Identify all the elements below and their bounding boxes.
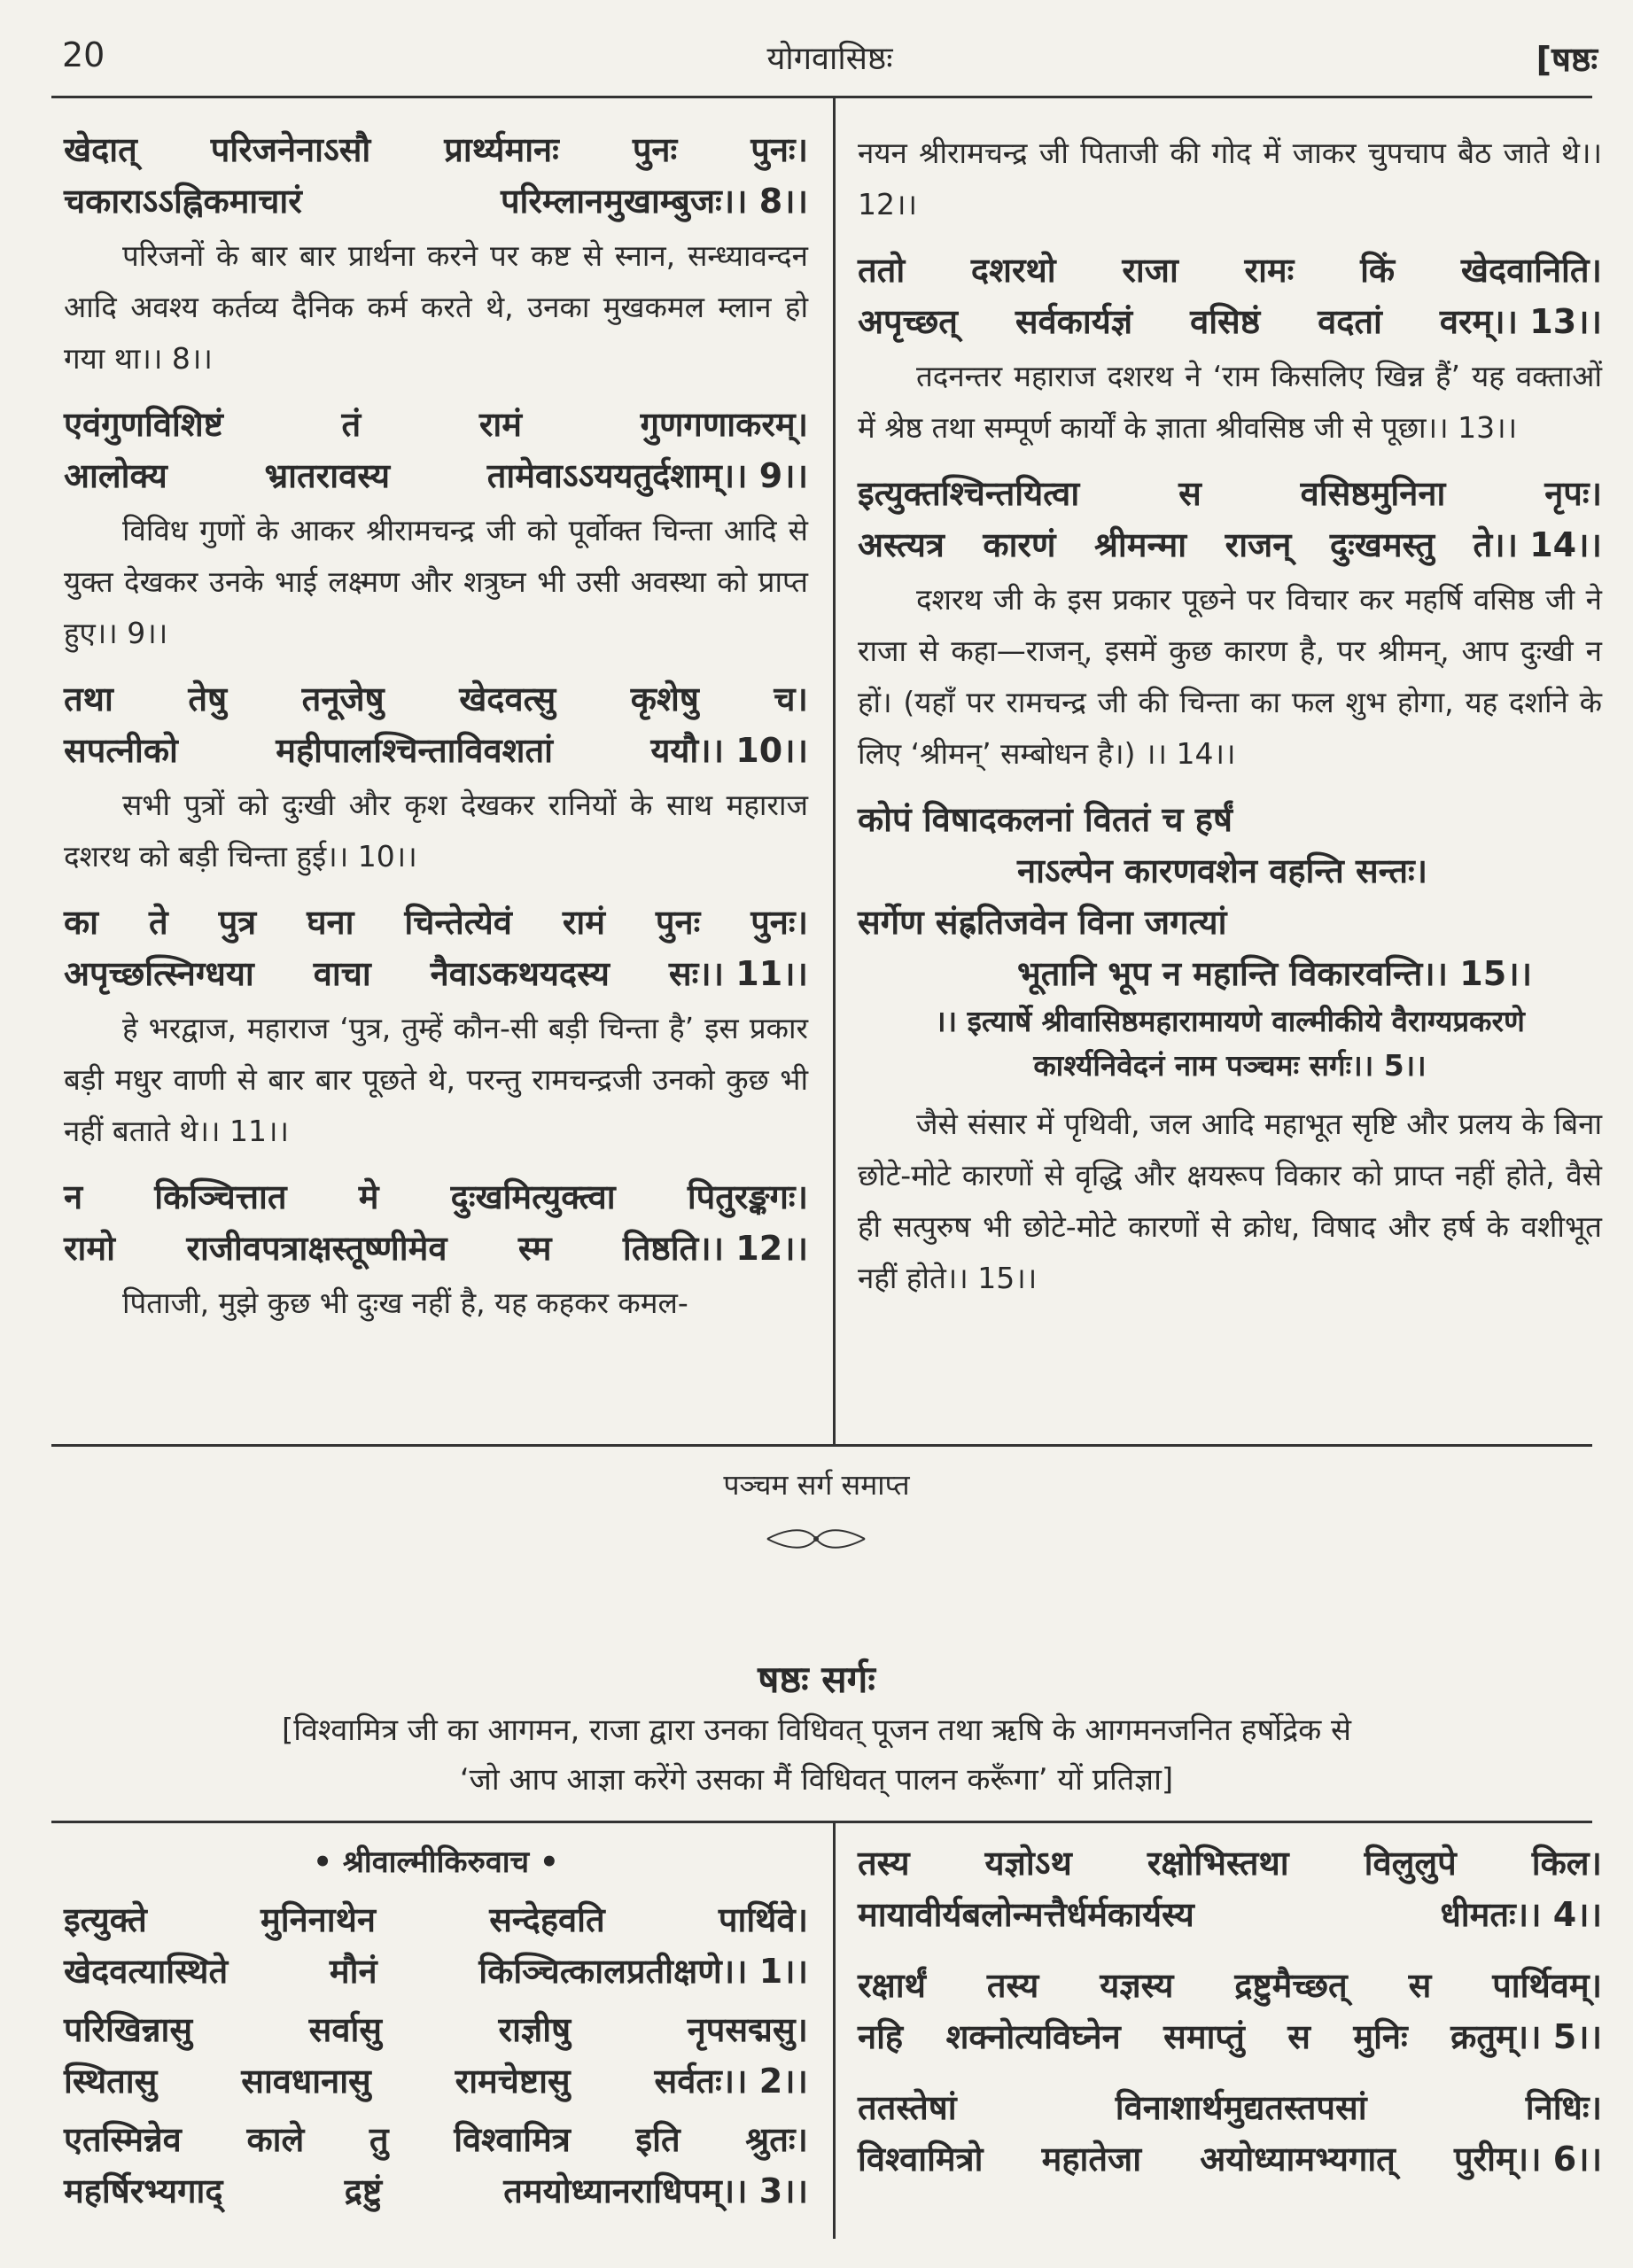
verse-line: कोपं विषादकलनां विततं च हर्षं — [858, 800, 1233, 839]
verse-word: दशरथो — [970, 251, 1056, 290]
flourish-ornament — [763, 1526, 869, 1552]
verse-line: नाऽल्पेन कारणवशेन वहन्ति सन्तः। — [1017, 851, 1428, 890]
verse-word: न — [64, 1177, 83, 1216]
verse-word: मुनिनाथेन — [261, 1900, 376, 1939]
shloka — [64, 897, 808, 999]
verse-word: नहि — [858, 2017, 904, 2056]
verse-word: सर्वासु — [308, 2010, 382, 2049]
verse-word: राजीवपत्राक्षस्तूष्णीमेव — [186, 1229, 447, 1268]
verse-word: निधिः। — [1525, 2088, 1602, 2127]
verse-word: द्रष्टुं — [344, 2171, 383, 2210]
verse-word: सः।। 11।। — [668, 954, 808, 993]
verse-word: काले — [246, 2120, 305, 2159]
verse-word: अस्त्यत्र — [858, 525, 945, 564]
verse-line — [64, 450, 808, 501]
colophon-line: ।। इत्यार्षे श्रीवासिष्ठमहारामायणे वाल्मीकीये वैराग्यप्रकरणे — [935, 1004, 1525, 1038]
verse-line — [64, 399, 808, 450]
verse-word: खेदवत्सु — [459, 680, 556, 718]
verse-word: वसिष्ठं — [1190, 302, 1261, 341]
verse-word: क्रतुम्।। 5।। — [1450, 2017, 1602, 2056]
verse-word: पुनः — [632, 130, 678, 169]
verse-word: रामं — [478, 405, 522, 444]
verse-word: समाप्तुं — [1163, 2017, 1245, 2056]
verse-word: रामं — [562, 903, 605, 942]
verse-word: का — [64, 903, 99, 942]
verse-word: नृपसद्मसु। — [687, 2010, 808, 2049]
verse-word: पुरीम्।। 6।। — [1454, 2140, 1602, 2179]
verse-word: ते — [148, 903, 168, 942]
running-section-label: [षष्ठः — [1536, 40, 1598, 79]
shloka — [64, 399, 808, 501]
verse-word: तामेवाऽऽययतुर्दशाम्।। 9।। — [486, 456, 808, 495]
page-header — [62, 35, 1598, 89]
shloka — [64, 124, 808, 227]
verse-word: यज्ञोऽथ — [984, 1844, 1072, 1883]
verse-word: नैवाऽकथयदस्य — [430, 954, 610, 993]
verse-word: राज्ञीषु — [498, 2010, 572, 2049]
verse-line: सर्गेण संह्रतिजवेन विना जगत्यां — [858, 903, 1227, 942]
verse-word: परिखिन्नासु — [64, 2010, 193, 2049]
verse-line — [858, 1960, 1602, 2011]
verse-word: स — [1178, 474, 1201, 513]
verse-word: तेषु — [188, 680, 228, 718]
verse-word: परिजनेनाऽसौ — [210, 130, 371, 169]
column-divider-top — [833, 97, 836, 1444]
verse-word: तथा — [64, 680, 113, 718]
verse-word: दुःखमस्तु — [1329, 525, 1435, 564]
verse-line — [64, 175, 808, 227]
verse-word: तं — [341, 405, 362, 444]
verse-word: च। — [774, 680, 808, 718]
left-column-bottom — [64, 1837, 808, 2224]
verse-word: एवंगुणविशिष्टं — [64, 405, 223, 444]
verse-word: दुःखमित्युक्त्वा — [450, 1177, 616, 1216]
verse-word: स — [1287, 2017, 1310, 2056]
translation-paragraph: परिजनों के बार बार प्रार्थना करने पर कष्ट से स्नान, सन्ध्यावन्दन आदि अवश्य कर्तव्य दैनिक कर्म करते थे, उनका मुखकमल म्लान हो गया था।। 8।। — [64, 238, 808, 376]
verse-word: सन्देहवति — [489, 1900, 605, 1939]
verse-word: स्थितासु — [64, 2062, 158, 2101]
chapter-summary-line-2: ‘जो आप आज्ञा करेंगे उसका मैं विधिवत् पालन करूँगा’ यों प्रतिज्ञा] — [459, 1762, 1174, 1798]
verse-word: द्रष्टुमैच्छत् — [1234, 1966, 1348, 2005]
verse-line — [858, 519, 1602, 571]
shloka — [64, 673, 808, 776]
verse-word: रामः — [1244, 251, 1295, 290]
verse-word: रक्षोभिस्तथा — [1147, 1844, 1289, 1883]
chapter-summary-line-1: [विश्वामित्र जी का आगमन, राजा द्वारा उनका विधिवत् पूजन तथा ऋषि के आगमनजनित हर्षोद्रेक से — [281, 1713, 1352, 1748]
verse-word: पुनः। — [750, 130, 808, 169]
verse-word: शक्नोत्यविघ्नेन — [945, 2017, 1121, 2056]
verse-line — [64, 1171, 808, 1223]
verse-line — [64, 124, 808, 175]
verse-word: मुनिः — [1353, 2017, 1408, 2056]
left-column-top — [64, 124, 808, 1343]
verse-word: आलोक्य — [64, 456, 167, 495]
verse-word: महातेजा — [1041, 2140, 1142, 2179]
verse-word: ययौ।। 10।। — [650, 731, 808, 770]
shloka — [64, 2114, 808, 2217]
verse-word: किं — [1360, 251, 1396, 290]
verse-line — [64, 1946, 808, 1997]
colophon — [858, 999, 1602, 1088]
verse-word: तिष्ठति।। 12।। — [622, 1229, 808, 1268]
verse-line — [64, 2055, 808, 2107]
verse-word: कारणं — [983, 525, 1056, 564]
verse-line — [858, 2082, 1602, 2133]
verse-word: वरम्।। 13।। — [1439, 302, 1602, 341]
verse-word: रामचेष्टासु — [455, 2062, 571, 2101]
verse-word: विनाशार्थमुद्यतस्तपसां — [1115, 2088, 1367, 2127]
verse-word: रक्षार्थं — [858, 1966, 926, 2005]
shloka — [64, 1171, 808, 1274]
verse-word: सर्वतः।। 2।। — [654, 2062, 808, 2101]
verse-word: सर्वकार्यज्ञं — [1015, 302, 1133, 341]
verse-word: ततो — [858, 251, 906, 290]
verse-line — [64, 948, 808, 999]
verse-word: स — [1408, 1966, 1432, 2005]
verse-word: इत्युक्ते — [64, 1900, 147, 1939]
verse-word: खेदवानिति। — [1460, 251, 1602, 290]
verse-word: पार्थिवम्। — [1492, 1966, 1602, 2005]
verse-word: घना — [307, 903, 354, 942]
verse-word: पुनः — [655, 903, 701, 942]
verse-word: चिन्तेत्येवं — [404, 903, 512, 942]
header-rule — [51, 96, 1592, 98]
verse-word: तु — [369, 2120, 389, 2159]
verse-word: अयोध्यामभ्यगात् — [1200, 2140, 1396, 2179]
verse-word: रामो — [64, 1229, 115, 1268]
verse-line — [858, 2133, 1602, 2185]
section-rule — [51, 1444, 1592, 1447]
translation-paragraph: तदनन्तर महाराज दशरथ ने ‘राम किसलिए खिन्न हैं’ यह वक्ताओं में श्रेष्ठ तथा सम्पूर्ण कार्यों के ज्ञाता श्रीवसिष्ठ जी से पूछा।। 13।। — [858, 359, 1602, 445]
verse-word: महीपालश्चिन्ताविवशतां — [276, 731, 553, 770]
verse-line — [64, 2165, 808, 2217]
verse-line — [64, 897, 808, 948]
verse-word: धीमतः।। 4।। — [1440, 1895, 1602, 1934]
verse-word: सपत्नीको — [64, 731, 178, 770]
verse-word: नृपः। — [1544, 474, 1602, 513]
verse-line — [64, 725, 808, 776]
verse-word: अपृच्छत्स्निग्धया — [64, 954, 254, 993]
shloka — [858, 245, 1602, 347]
shloka — [858, 1960, 1602, 2062]
verse-line — [858, 245, 1602, 296]
verse-word: श्रुतः। — [745, 2120, 808, 2159]
verse-word: खेदवत्यास्थिते — [64, 1952, 229, 1991]
verse-word: पितुरङ्कगः। — [687, 1177, 808, 1216]
verse-word: तमयोध्यानराधिपम्।। 3।। — [503, 2171, 808, 2210]
shloka — [858, 794, 1602, 999]
verse-word: वदतां — [1318, 302, 1382, 341]
colophon-line: कार्श्यनिवेदनं नाम पञ्चमः सर्गः।। 5।। — [1033, 1048, 1427, 1083]
translation-paragraph: नयन श्रीरामचन्द्र जी पिताजी की गोद में जाकर चुपचाप बैठ जाते थे।। 12।। — [858, 136, 1602, 221]
verse-word: श्रीमन्मा — [1094, 525, 1187, 564]
verse-word: विश्वामित्रो — [858, 2140, 984, 2179]
verse-line — [64, 673, 808, 725]
shloka — [858, 1837, 1602, 1940]
verse-word: विश्वामित्र — [454, 2120, 571, 2159]
verse-word: तनूजेषु — [301, 680, 385, 718]
verse-word: विलुलुपे — [1364, 1844, 1457, 1883]
speaker-label: • श्रीवाल्मीकिरुवाच • — [313, 1845, 559, 1880]
verse-word: पुत्र — [218, 903, 257, 942]
verse-word: पुनः। — [750, 903, 808, 942]
verse-word: वाचा — [313, 954, 371, 993]
verse-word: यज्ञस्य — [1100, 1966, 1174, 2005]
translation-paragraph: दशरथ जी के इस प्रकार पूछने पर विचार कर महर्षि वसिष्ठ जी ने राजा से कहा—राजन्, इसमें कुछ कारण है, पर श्रीमन्, आप दुःखी न हों। (यहाँ पर रामचन्द्र जी की चिन्ता का फल शुभ होगा, यह दर्शाने के लिए ‘श्रीमन्’ सम्बोधन है।) ।। 14।। — [858, 582, 1602, 771]
verse-line — [858, 1889, 1602, 1940]
verse-word: राजा — [1122, 251, 1178, 290]
verse-word: महर्षिरभ्यगाद् — [64, 2171, 223, 2210]
right-column-top — [858, 124, 1602, 1318]
chapter-rule — [51, 1821, 1592, 1823]
verse-word: स्म — [517, 1229, 552, 1268]
shloka — [858, 2082, 1602, 2185]
translation-paragraph: सभी पुत्रों को दुःखी और कृश देखकर रानियों के साथ महाराज दशरथ को बड़ी चिन्ता हुई।। 10।। — [64, 788, 808, 874]
verse-line — [858, 468, 1602, 519]
verse-line — [858, 2011, 1602, 2062]
translation-paragraph: हे भरद्वाज, महाराज ‘पुत्र, तुम्हें कौन-सी बड़ी चिन्ता है’ इस प्रकार बड़ी मधुर वाणी से बार बार पूछते थे, परन्तु रामचन्द्रजी उनको कुछ भी नहीं बताते थे।। 11।। — [64, 1011, 808, 1148]
column-divider-bottom — [833, 1822, 836, 2239]
verse-word: कृशेषु — [630, 680, 699, 718]
verse-word: इत्युक्तश्चिन्तयित्वा — [858, 474, 1080, 513]
verse-word: वसिष्ठमुनिना — [1300, 474, 1446, 513]
verse-word: राजन् — [1225, 525, 1292, 564]
verse-word: खेदात् — [64, 130, 137, 169]
verse-word: सावधानासु — [241, 2062, 371, 2101]
verse-word: किञ्चित्कालप्रतीक्षणे।। 1।। — [478, 1952, 808, 1991]
verse-word: एतस्मिन्नेव — [64, 2120, 182, 2159]
shloka — [64, 1894, 808, 1997]
verse-word: प्रार्थ्यमानः — [444, 130, 559, 169]
page-number: 20 — [62, 35, 105, 74]
verse-word: ते।। 14।। — [1473, 525, 1602, 564]
verse-word: किल। — [1531, 1844, 1602, 1883]
verse-word: इति — [635, 2120, 680, 2159]
running-title: योगवासिष्ठः — [766, 41, 893, 77]
translation-paragraph: जैसे संसार में पृथिवी, जल आदि महाभूत सृष्टि और प्रलय के बिना छोटे-मोटे कारणों से वृद्धि और क्षयरूप विकार को प्राप्त नहीं होते, वैसे ही सत्पुरुष भी छोटे-मोटे कारणों से क्रोध, विषाद और हर्ष के वशीभूत नहीं होते।। 15।। — [858, 1107, 1602, 1295]
right-column-bottom — [858, 1837, 1602, 2204]
translation-paragraph: पिताजी, मुझे कुछ भी दुःख नहीं है, यह कहकर कमल- — [122, 1285, 688, 1320]
verse-line — [64, 1223, 808, 1274]
verse-line — [64, 1894, 808, 1946]
verse-line: भूतानि भूप न महान्ति विकारवन्ति।। 15।। — [1017, 954, 1532, 993]
verse-word: मायावीर्यबलोन्मत्तैर्धर्मकार्यस्य — [858, 1895, 1194, 1934]
verse-line — [858, 296, 1602, 347]
verse-line — [858, 1837, 1602, 1889]
translation-paragraph: विविध गुणों के आकर श्रीरामचन्द्र जी को पूर्वोक्त चिन्ता आदि से युक्त देखकर उनके भाई लक्ष्मण और शत्रुघ्न भी उसी अवस्था को प्राप्त हुए।। 9।। — [64, 513, 808, 650]
shloka — [858, 468, 1602, 571]
verse-word: तस्य — [986, 1966, 1039, 2005]
verse-word: मौनं — [329, 1952, 377, 1991]
section-end-note: पञ्चम सर्ग समाप्त — [723, 1468, 910, 1502]
verse-word: तस्य — [858, 1844, 910, 1883]
verse-word: मे — [358, 1177, 379, 1216]
verse-word: अपृच्छत् — [858, 302, 958, 341]
verse-word: ततस्तेषां — [858, 2088, 957, 2127]
chapter-heading: षष्ठः सर्गः — [758, 1658, 875, 1701]
verse-word: पार्थिवे। — [718, 1900, 808, 1939]
verse-word: परिम्लानमुखाम्बुजः।। 8।। — [500, 182, 808, 221]
verse-line — [64, 2114, 808, 2165]
verse-word: गुणगणाकरम्। — [640, 405, 808, 444]
verse-word: किञ्चित्तात — [154, 1177, 287, 1216]
shloka — [64, 2004, 808, 2107]
verse-word: चकाराऽऽह्निकमाचारं — [64, 182, 302, 221]
verse-line — [64, 2004, 808, 2055]
verse-word: भ्रातरावस्य — [264, 456, 391, 495]
